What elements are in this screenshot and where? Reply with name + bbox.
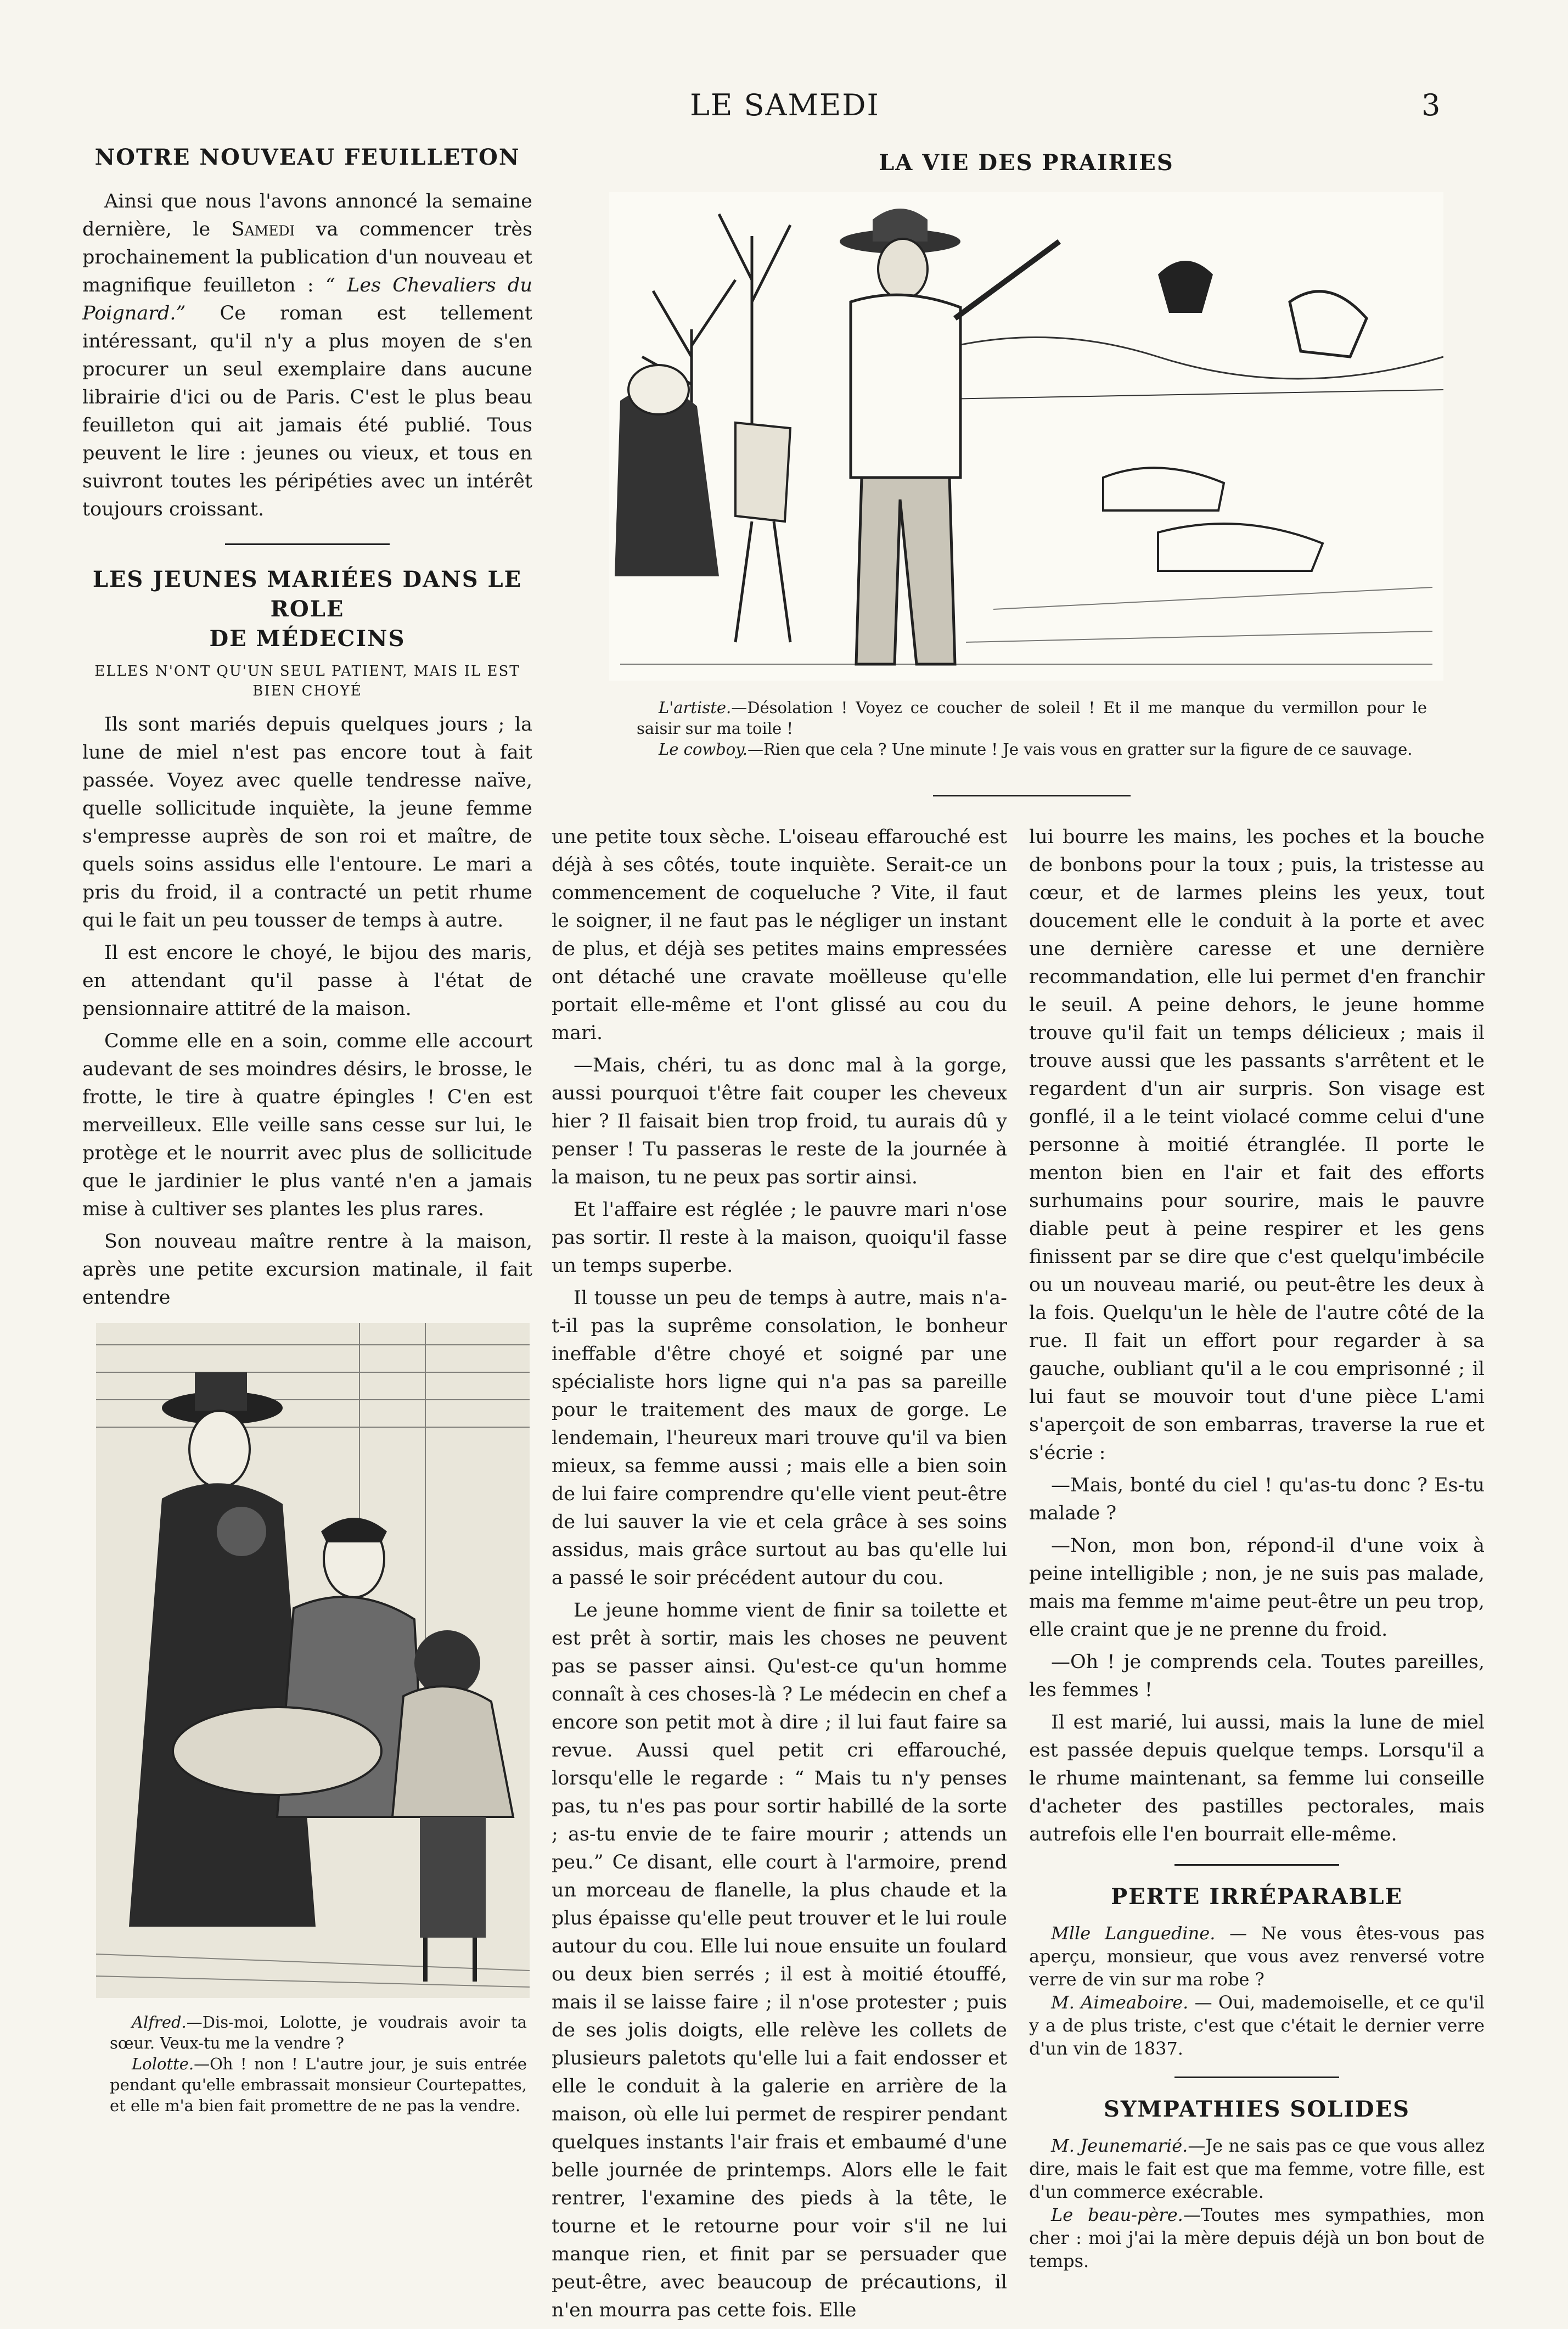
- caption-cowboy: [637, 739, 1427, 760]
- col2-p2: —Mais, chéri, tu as donc mal à la gorge, aussi pourquoi t'être fait couper les cheveux hier ? Il faisait bien trop froid, tu aurais dû y penser ! Tu passeras le reste de la journée à la maison, tu ne peux pas sortir ainsi.: [552, 1054, 1007, 1188]
- lolotte-line: —Oh ! non ! L'autre jour, je suis entrée pendant qu'elle embrassait monsieur Courtepattes, et elle m'a bien fait promettre de ne pas la vendre.: [110, 2055, 527, 2115]
- divider: [1174, 1864, 1339, 1866]
- sympathies-dialogue: [1029, 2134, 1485, 2272]
- cowboy-line: —Rien que cela ? Une minute ! Je vais vous en gratter sur la figure de ce sauvage.: [747, 740, 1413, 759]
- divider: [1174, 2077, 1339, 2078]
- col3-p5: Il est marié, lui aussi, mais la lune de miel est passée depuis quelque temps. Lorsqu'il a le rhume maintenant, sa femme lui conseille d'acheter des pastilles pectorales, mais autrefois elle l'en bourrait elle-même.: [1029, 1711, 1485, 1845]
- perte-line-2: [1029, 1991, 1485, 2060]
- feuilleton-samedi: Samedi: [231, 218, 295, 240]
- mariees-p2: Il est encore le choyé, le bijou des maris, en attendant qu'il passe à l'état de pensionnaire attitré de la maison.: [82, 942, 532, 1020]
- perte-line-1: [1029, 1922, 1485, 1991]
- feuilleton-paragraph: [82, 188, 532, 524]
- mariees-p4: Son nouveau maître rentre à la maison, après une petite excursion matinale, il fait entendre: [82, 1231, 532, 1309]
- prairies-caption: [637, 697, 1427, 760]
- left-column: [82, 143, 532, 1372]
- col3-p2: —Mais, bonté du ciel ! qu'as-tu donc ? Es-tu malade ?: [1029, 1474, 1485, 1524]
- perte-dialogue: [1029, 1922, 1485, 2060]
- sympathies-line-2: [1029, 2203, 1485, 2272]
- feuilleton-text-2: va commencer très prochainement la publication d'un nouveau et magnifique feuilleton :: [82, 218, 532, 296]
- alfred-line: —Dis-moi, Lolotte, je voudrais avoir ta sœur. Veux-tu me la vendre ?: [110, 2013, 527, 2052]
- mariees-heading-2: DE MÉDECINS: [209, 626, 406, 652]
- col2-p4: Il tousse un peu de temps à autre, mais n'a-t-il pas la suprême consolation, le bonheur ineffable d'être choyé et soigné par une spécialiste hors ligne qui n'a pas sa pareille pour le traitement des maux de gorge. Le lendemain, l'heureux mari trouve qu'il va bien mieux, sa femme aussi ; mais elle a bien soin de lui faire comprendre qu'elle vient peut-être de lui sauver la vie et cela grâce à ses soins assidus, mais grâce surtout au bas qu'elle lui a passé le soir précédent autour du cou.: [552, 1287, 1007, 1589]
- right-column: [1029, 823, 1485, 2272]
- col3-p4: —Oh ! je comprends cela. Toutes pareilles, les femmes !: [1029, 1651, 1485, 1701]
- divider: [225, 543, 390, 545]
- col2-p3: Et l'affaire est réglée ; le pauvre mari n'ose pas sortir. Il reste à la maison, quoiqu'il fasse un temps superbe.: [552, 1199, 1007, 1277]
- middle-column: [552, 823, 1007, 2329]
- feuilleton-text-1: Ainsi que nous l'avons annoncé la semaine dernière, le: [82, 190, 532, 240]
- col3-p1: lui bourre les mains, les poches et la bouche de bonbons pour la toux ; puis, la tristesse au cœur, et de larmes pleins les yeux, tout doucement elle le conduit à la porte et avec une dernière caresse et une dernière recommandation, elle lui permet d'en franchir le seuil. A peine dehors, le jeune homme trouve qu'il fait un temps délicieux ; mais il trouve aussi que les passants s'arrêtent et le regardent d'un air surpris. Son visage est gonflé, il a le teint violacé comme celui d'une personne à moitié étranglée. Il porte le menton bien en l'air et fait des efforts surhumains pour sourire, mais le pauvre diable peut à peine respirer et les gens finissent par se dire que c'est quelqu'imbécile ou un nouveau marié, ou peut-être les deux à la fois. Quelqu'un le hèle de l'autre côté de la rue. Il fait un effort pour regarder à sa gauche, oubliant qu'il a le cou emprisonné ; il lui faut se mouvoir tout d'une pièce L'ami s'aperçoit de son embarras, traverse la rue et s'écrie :: [1029, 826, 1485, 1464]
- prairies-illustration: [609, 192, 1443, 681]
- mariees-heading-1: LES JEUNES MARIÉES DANS LE ROLE: [92, 566, 522, 622]
- perte-text-1: — Ne vous êtes-vous pas aperçu, monsieur, que vous avez renversé votre verre de vin sur ma robe ?: [1029, 1923, 1485, 1990]
- caption-lolotte: [110, 2053, 527, 2116]
- speaker-beau-pere: Le beau-père.: [1051, 2204, 1183, 2225]
- prairies-drawing: [609, 192, 1443, 681]
- sympathies-line-1: [1029, 2134, 1485, 2203]
- prairies-section: [576, 148, 1476, 178]
- perte-heading: PERTE IRRÉPARABLE: [1111, 1884, 1403, 1910]
- speaker-alfred: Alfred.: [132, 2013, 187, 2031]
- speaker-aimeaboire: M. Aimeaboire.: [1051, 1992, 1189, 2013]
- nos-cheris-caption: [110, 2012, 527, 2116]
- mariees-p3: Comme elle en a soin, comme elle accourt audevant de ses moindres désirs, le brosse, le frotte, le tire à quatre épingles ! C'en est merveilleux. Elle veille sans cesse sur lui, le protège et le nourrit avec plus de sollicitude que le jardinier le plus vanté n'en a jamais mise à cultiver ses plantes les plus rares.: [82, 1030, 532, 1220]
- nos-cheris-illustration: [96, 1323, 530, 1998]
- speaker-cowboy: Le cowboy.: [659, 740, 748, 759]
- col2-p1: une petite toux sèche. L'oiseau effarouché est déjà à ses côtés, toute inquiète. Serait-ce un commencement de coqueluche ? Vite, il faut le soigner, il ne faut pas le négliger un instant de plus, et déjà ses petites mains empressées ont détaché une cravate moëlleuse qu'elle portait elle-même et l'ont glissé au cou du mari.: [552, 826, 1007, 1044]
- speaker-artiste: L'artiste.: [659, 698, 732, 717]
- sympathies-heading: SYMPATHIES SOLIDES: [1104, 2096, 1410, 2122]
- sympathies-text-2: —Toutes mes sympathies, mon cher : moi j'ai la mère depuis déjà un bon bout de temps.: [1029, 2204, 1485, 2271]
- feuilleton-text-3: Ce roman est tellement intéressant, qu'il n'y a plus moyen de s'en procurer un seul exemplaire dans aucune librairie d'ici ou de Paris. C'est le plus beau feuilleton qui ait jamais été publié. Tous peuvent le lire : jeunes ou vieux, et tous en suivront toutes les péripéties avec un intérêt toujours croissant.: [82, 302, 532, 520]
- caption-alfred: [110, 2012, 527, 2053]
- mariees-subhead: ELLES N'ONT QU'UN SEUL PATIENT, MAIS IL EST BIEN CHOYÉ: [94, 663, 520, 699]
- prairies-divider: [933, 795, 1131, 796]
- artiste-line: —Désolation ! Voyez ce coucher de soleil ! Et il me manque du vermillon pour le saisir sur ma toile !: [637, 698, 1427, 738]
- feuilleton-heading: NOTRE NOUVEAU FEUILLETON: [94, 144, 520, 170]
- feuilleton-title-quote: “ Les Chevaliers du Poignard.”: [82, 274, 532, 324]
- sympathies-text-1: —Je ne sais pas ce que vous allez dire, mais le fait est que ma femme, votre fille, est d'un commerce exécrable.: [1029, 2135, 1485, 2202]
- newspaper-title: LE SAMEDI: [690, 88, 880, 122]
- page-number: 3: [1421, 88, 1441, 122]
- caption-artiste: [637, 697, 1427, 739]
- speaker-jeunemarie: M. Jeunemarié.: [1051, 2135, 1188, 2156]
- page-header: [0, 82, 1568, 126]
- col2-p5: Le jeune homme vient de finir sa toilette et est prêt à sortir, mais les choses ne peuvent pas se passer ainsi. Qu'est-ce qu'un homme connaît à ces choses-là ? Le médecin en chef a encore son petit mot à dire ; il lui faut faire sa revue. Aussi quel petit cri effarouché, lorsqu'elle le regarde : “ Mais tu n'y penses pas, tu n'es pas pour sortir habillé de la sorte ; as-tu envie de te faire mourir ; attends un peu.” Ce disant, elle court à l'armoire, prend un morceau de flanelle, la plus chaude et la plus épaisse qu'elle peut trouver et le lui roule autour du cou. Elle lui noue ensuite un foulard ou deux bien serrés ; il est à moitié étouffé, mais il se laisse faire ; il n'ose protester ; puis de ses jolis doigts, elle relève les collets de plusieurs paletots qu'elle lui a fait endosser et elle le conduit à la galerie en arrière de la maison, où elle lui permet de respirer pendant quelques instants l'air frais et embaumé d'une belle journée de printemps. Alors elle le fait rentrer, l'examine des pieds à la tête, le tourne et le retourne pour voir s'il ne lui manque rien, et finit par se persuader que peut-être, avec beaucoup de précautions, il n'en mourra pas cette fois. Elle: [552, 1600, 1007, 2321]
- speaker-lolotte: Lolotte.: [132, 2055, 194, 2073]
- speaker-languedine: Mlle Languedine.: [1051, 1923, 1216, 1944]
- nos-cheris-drawing: [96, 1323, 530, 1998]
- prairies-heading: LA VIE DES PRAIRIES: [879, 150, 1174, 176]
- col3-p3: —Non, mon bon, répond-il d'une voix à peine intelligible ; non, je ne suis pas malade, mais ma femme m'aime peut-être un peu trop, elle craint que je ne prenne du froid.: [1029, 1535, 1485, 1641]
- perte-text-2: — Oui, mademoiselle, et ce qu'il y a de plus triste, c'est que c'était le dernier verre d'un vin de 1837.: [1029, 1992, 1485, 2059]
- mariees-p1: Ils sont mariés depuis quelques jours ; la lune de miel n'est pas encore tout à fait passée. Voyez avec quelle tendresse naïve, quelle sollicitude inquiète, la jeune femme s'empresse auprès de son roi et maître, de quels soins assidus elle l'entoure. Le mari a pris du froid, il a contracté un petit rhume qui le fait un peu tousser de temps à autre.: [82, 714, 532, 931]
